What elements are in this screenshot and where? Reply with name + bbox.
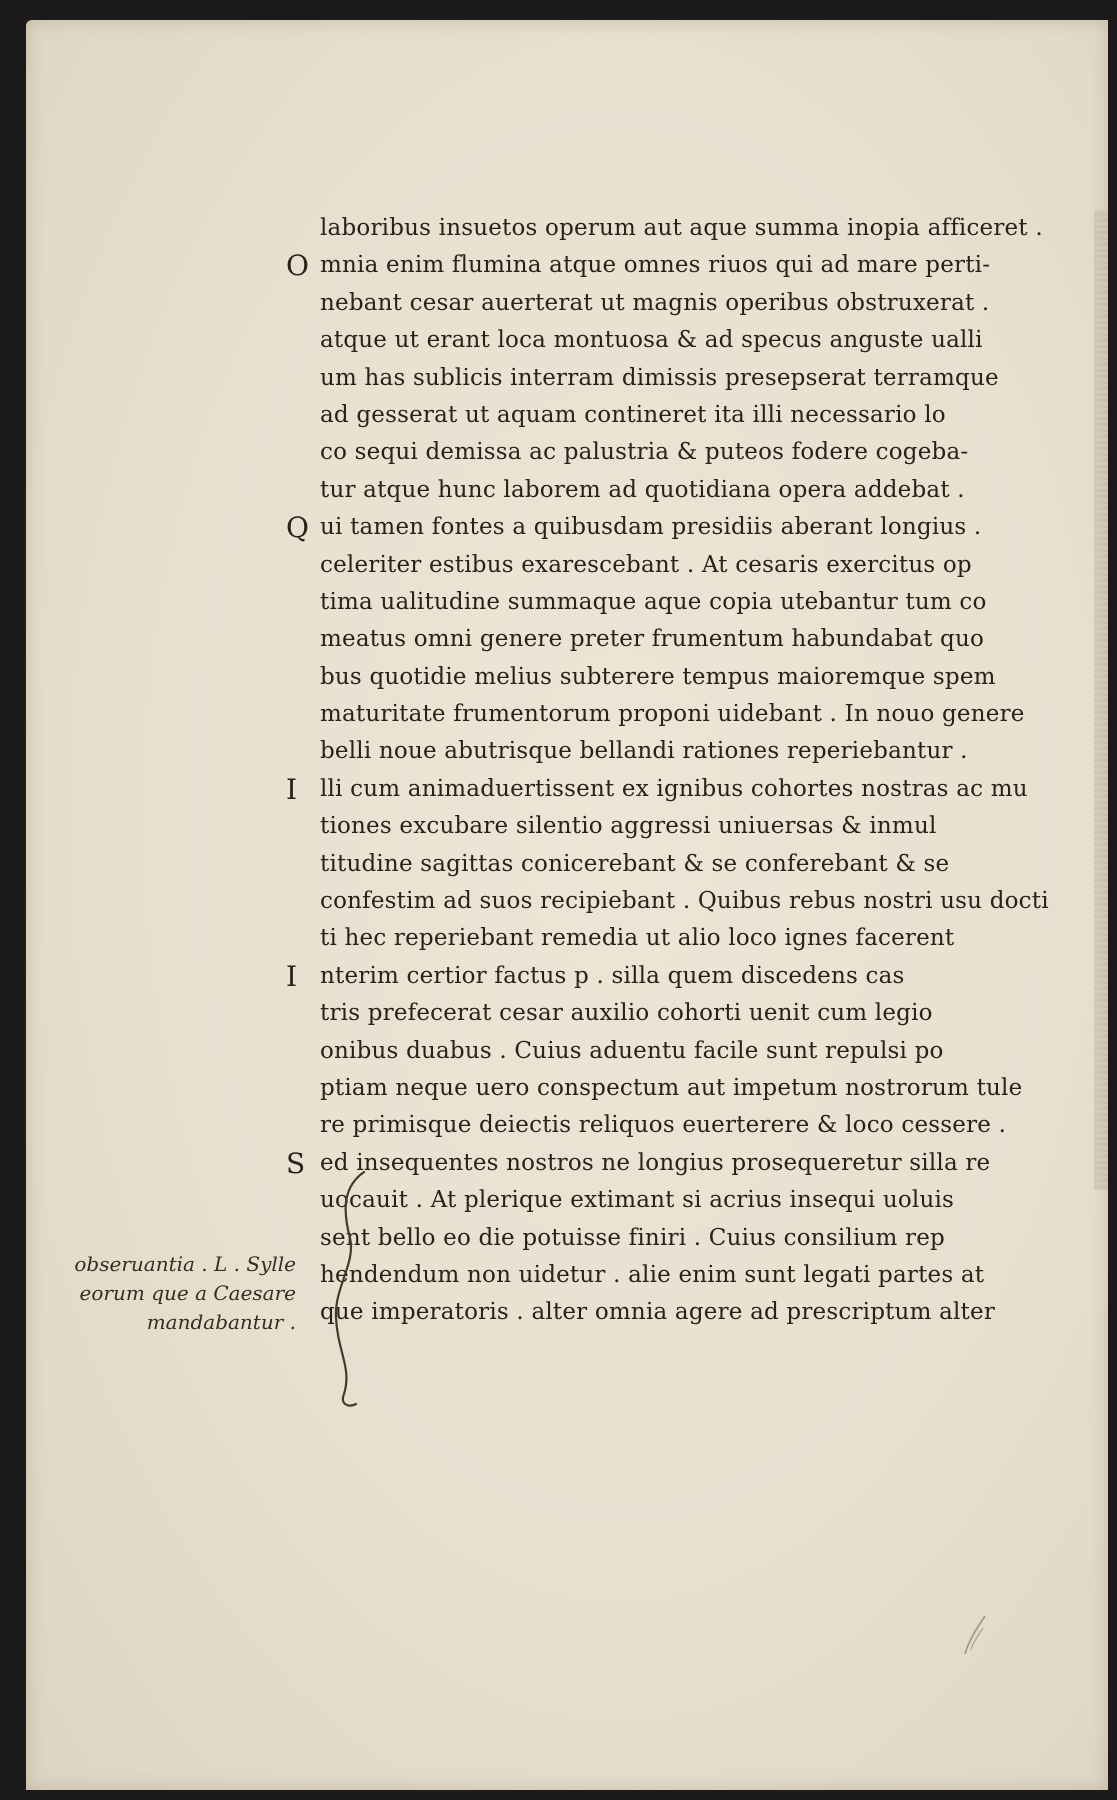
line-text: ad gesserat ut aquam contineret ita illi necessario lo [320, 401, 946, 428]
text-line [320, 1182, 1100, 1219]
line-text: tris prefecerat cesar auxilio cohorti uenit cum legio [320, 1000, 933, 1027]
line-text: laboribus insuetos operum aut aque summa inopia afficeret . [320, 215, 1043, 241]
marginal-note-line: obseruantia . L . Sylle [74, 1252, 296, 1276]
text-line [320, 1070, 1100, 1107]
line-initial: Q [286, 511, 310, 545]
text-line [320, 360, 1100, 397]
text-line [320, 696, 1100, 733]
text-line [320, 584, 1100, 621]
line-initial: I [286, 772, 298, 806]
text-line [320, 659, 1100, 696]
text-line [320, 1257, 1100, 1294]
line-initial: I [286, 959, 298, 993]
text-line [320, 995, 1100, 1032]
text-line [320, 322, 1100, 359]
text-line [320, 547, 1100, 584]
line-text: nebant cesar auerterat ut magnis operibus obstruxerat . [320, 289, 990, 316]
text-line [320, 1033, 1100, 1070]
line-initial: S [286, 1146, 306, 1180]
marginal-note-line: mandabantur . [146, 1310, 296, 1334]
line-text: que imperatoris . alter omnia agere ad prescriptum alter [320, 1299, 996, 1326]
line-text: atque ut erant loca montuosa & ad specus anguste ualli [320, 327, 983, 354]
ink-mark [955, 1610, 995, 1660]
line-text: maturitate frumentorum proponi uidebant . In nouo genere [320, 701, 1025, 728]
line-text: celeriter estibus exarescebant . At cesaris exercitus op [320, 551, 972, 578]
text-line [286, 771, 1100, 808]
text-line [286, 958, 1100, 995]
line-text: confestim ad suos recipiebant . Quibus rebus nostri usu docti [320, 888, 1049, 915]
text-line [320, 210, 1100, 247]
line-text: tiones excubare silentio aggressi uniuersas & inmul [320, 813, 937, 840]
line-text: sent bello eo die potuisse finiri . Cuius consilium rep [320, 1224, 945, 1251]
text-line [320, 472, 1100, 509]
line-text: ui tamen fontes a quibusdam presidiis aberant longius . [320, 514, 982, 541]
text-line [320, 621, 1100, 658]
line-initial: O [286, 249, 310, 283]
line-text: tur atque hunc laborem ad quotidiana opera addebat . [320, 476, 965, 503]
line-text: meatus omni genere preter frumentum habundabat quo [320, 626, 985, 653]
line-text: nterim certior factus p . silla quem discedens cas [320, 962, 905, 989]
line-text: tima ualitudine summaque aque copia utebantur tum co [320, 588, 987, 615]
text-line [320, 285, 1100, 322]
line-text: ed insequentes nostros ne longius prosequeretur silla re [320, 1149, 991, 1176]
line-text: co sequi demissa ac palustria & puteos fodere cogeba- [320, 439, 969, 466]
text-line [320, 808, 1100, 845]
line-text: onibus duabus . Cuius aduentu facile sunt repulsi po [320, 1037, 944, 1064]
text-line [320, 397, 1100, 434]
line-text: ptiam neque uero conspectum aut impetum nostrorum tule [320, 1074, 1023, 1101]
line-text: bus quotidie melius subterere tempus maioremque spem [320, 663, 996, 690]
line-text: uocauit . At plerique extimant si acrius insequi uoluis [320, 1187, 955, 1214]
line-text: hendendum non uidetur . alie enim sunt legati partes at [320, 1261, 985, 1288]
text-line [320, 846, 1100, 883]
marginal-note [26, 1250, 296, 1337]
marginal-note-line: eorum que a Caesare [79, 1281, 296, 1305]
text-line [320, 733, 1100, 770]
text-line [320, 1220, 1100, 1257]
text-line [286, 247, 1100, 284]
text-line [320, 434, 1100, 471]
line-text: re primisque deiectis reliquos euerterere & loco cessere . [320, 1112, 1007, 1139]
text-line [320, 1294, 1100, 1331]
text-line [286, 509, 1100, 546]
marginal-brace [330, 1168, 370, 1408]
text-line [320, 1107, 1100, 1144]
text-line [286, 1145, 1100, 1182]
line-text: belli noue abutrisque bellandi rationes reperiebantur . [320, 738, 968, 765]
main-text-block [286, 210, 1100, 1332]
line-text: mnia enim flumina atque omnes riuos qui ad mare perti- [320, 252, 991, 279]
line-text: ti hec reperiebant remedia ut alio loco ignes facerent [320, 925, 955, 952]
line-text: titudine sagittas conicerebant & se conferebant & se [320, 850, 950, 877]
text-line [320, 883, 1100, 920]
text-line [320, 920, 1100, 957]
line-text: um has sublicis interram dimissis presepserat terramque [320, 364, 999, 391]
line-text: lli cum animaduertissent ex ignibus cohortes nostras ac mu [320, 775, 1028, 802]
